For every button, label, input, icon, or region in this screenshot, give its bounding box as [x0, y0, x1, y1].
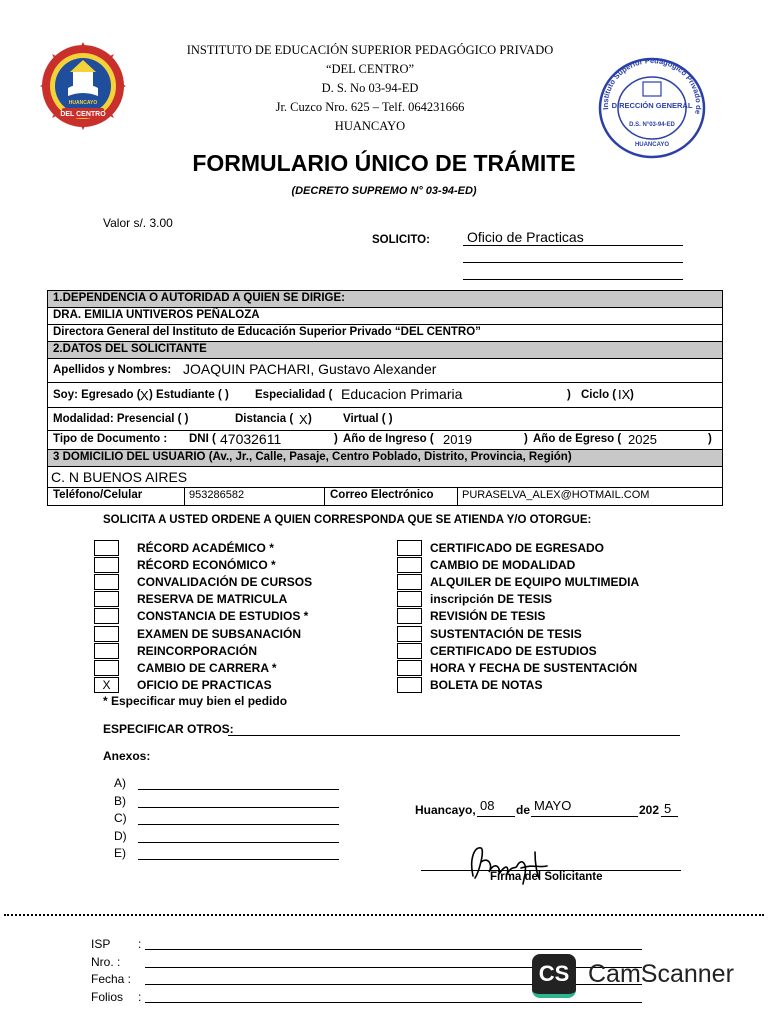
logo-city-text: HUANCAYO — [68, 100, 98, 106]
right-option-label: ALQUILER DE EQUIPO MULTIMEDIA — [430, 575, 640, 590]
anexo-label: B) — [114, 793, 126, 808]
institute-short-name: “DEL CENTRO” — [325, 62, 415, 76]
solicito-value[interactable]: Oficio de Practicas — [467, 229, 584, 245]
phone-value[interactable]: 953286582 — [189, 489, 245, 501]
anexo-label: A) — [114, 776, 126, 790]
section1-header — [48, 291, 722, 308]
anexos-label: Anexos: — [103, 749, 151, 763]
footer-field-line[interactable] — [145, 949, 642, 950]
dni-label: DNI ( — [189, 433, 216, 445]
ciclo-label: Ciclo ( — [581, 389, 617, 401]
logo-ribbon-text: DEL CENTRO — [60, 111, 106, 118]
specify-note: * Especificar muy bien el pedido — [103, 694, 288, 708]
anexo-label: D) — [114, 828, 127, 843]
anexo-label: E) — [114, 846, 126, 861]
solicito-label: SOLICITO: — [372, 234, 430, 246]
institute-address: Jr. Cuzco Nro. 625 – Telf. 064231666 — [275, 100, 465, 114]
footer-field-line[interactable] — [145, 1002, 642, 1003]
right-option-label: REVISIÓN DE TESIS — [430, 609, 546, 624]
dni-value[interactable]: 47032611 — [220, 431, 282, 447]
left-option-checkbox[interactable] — [94, 540, 119, 556]
seal-ring-text: Instituto Superior Pedagógico Privado de — [600, 56, 704, 115]
form-title: FORMULARIO ÚNICO DE TRÁMITE — [192, 150, 576, 176]
date-year-suffix[interactable]: 5 — [664, 801, 672, 816]
right-option-checkbox[interactable] — [397, 608, 422, 624]
signature-label: Firma del Solicitante — [490, 871, 603, 883]
ciclo-close: ) — [630, 389, 634, 401]
fee-value: Valor s/. 3.00 — [103, 216, 173, 230]
especificar-line — [228, 735, 680, 736]
especialidad-value[interactable]: Educacion Primaria — [341, 386, 463, 402]
document-row — [48, 431, 722, 450]
institute-city: HUANCAYO — [334, 119, 406, 133]
authority-title: Directora General del Instituto de Educación Superior Privado “DEL CENTRO” — [53, 326, 481, 338]
seal-ds-text: D.S. N°03-94-ED — [629, 122, 675, 128]
right-option-label: CERTIFICADO DE EGRESADO — [430, 541, 605, 555]
authority-name-row — [48, 308, 722, 325]
right-option-label: CAMBIO DE MODALIDAD — [430, 558, 576, 573]
contact-divider-2 — [324, 488, 325, 505]
egresado-mark[interactable]: X — [140, 388, 149, 403]
section3-header — [48, 450, 722, 467]
ingreso-close: ) — [524, 433, 528, 445]
applicant-name-label: Apellidos y Nombres: — [53, 364, 172, 376]
left-option-label: REINCORPORACIÓN — [137, 643, 258, 658]
anexo-line[interactable] — [138, 789, 339, 790]
footer-field-colon: : — [138, 937, 142, 951]
camscanner-text: CamScanner — [588, 960, 734, 988]
ingreso-value[interactable]: 2019 — [443, 432, 472, 447]
camscanner-badge-text: CS — [538, 961, 570, 986]
applicant-form-table — [47, 290, 723, 506]
solicito-line-3 — [463, 279, 683, 280]
date-city: Huancayo, — [415, 803, 476, 817]
right-option-checkbox[interactable] — [397, 574, 422, 590]
dni-close: ) — [334, 433, 338, 445]
contact-row — [48, 488, 722, 505]
egreso-label: Año de Egreso ( — [533, 433, 622, 445]
right-option-label: BOLETA DE NOTAS — [430, 677, 543, 692]
anexo-line[interactable] — [138, 807, 339, 808]
footer-field-colon: : — [138, 990, 142, 1005]
contact-divider-1 — [184, 488, 185, 505]
left-option-checkbox[interactable] — [94, 643, 119, 659]
left-option-label: CONVALIDACIÓN DE CURSOS — [137, 575, 313, 590]
right-option-label: HORA Y FECHA DE SUSTENTACIÓN — [430, 660, 638, 675]
phone-label: Teléfono/Celular — [53, 489, 143, 501]
footer-field-label: Nro. : — [91, 954, 121, 969]
right-option-checkbox[interactable] — [397, 626, 422, 642]
right-option-label: CERTIFICADO DE ESTUDIOS — [430, 643, 597, 658]
right-option-checkbox[interactable] — [397, 643, 422, 659]
distancia-close: ) — [308, 413, 312, 425]
section2-heading: 2.DATOS DEL SOLICITANTE — [53, 343, 207, 355]
ingreso-label: Año de Ingreso ( — [343, 433, 434, 445]
date-day-line — [477, 816, 515, 817]
applicant-name-value[interactable]: JOAQUIN PACHARI, Gustavo Alexander — [183, 361, 437, 377]
egreso-close: ) — [708, 433, 712, 445]
right-option-label: SUSTENTACIÓN DE TESIS — [430, 626, 582, 641]
modalidad-row — [48, 408, 722, 431]
right-option-checkbox[interactable] — [397, 591, 422, 607]
date-year-prefix: 202 — [639, 803, 660, 817]
right-option-checkbox[interactable] — [397, 540, 422, 556]
distancia-label: Distancia ( — [235, 413, 294, 425]
especificar-label: ESPECIFICAR OTROS: — [103, 722, 234, 736]
tipo-documento-label: Tipo de Documento : — [53, 433, 168, 445]
anexo-line[interactable] — [138, 824, 339, 825]
anexo-line[interactable] — [138, 859, 339, 860]
direction-seal — [597, 56, 707, 160]
address-value[interactable]: C. N BUENOS AIRES — [51, 469, 188, 485]
solicito-line-2 — [463, 262, 683, 263]
applicant-name-row — [48, 359, 722, 383]
left-option-label: RÉCORD ECONÓMICO * — [137, 558, 276, 573]
especialidad-close: ) — [567, 389, 571, 401]
left-option-label: RÉCORD ACADÉMICO * — [137, 541, 274, 555]
left-option-checkbox[interactable] — [94, 557, 119, 573]
status-row — [48, 383, 722, 408]
camscanner-badge — [532, 954, 576, 998]
left-option-label: CONSTANCIA DE ESTUDIOS * — [137, 609, 309, 624]
institute-ds: D. S. No 03-94-ED — [321, 81, 419, 95]
institute-header — [150, 41, 590, 136]
solicito-line-1 — [463, 245, 683, 246]
cut-line — [4, 914, 764, 916]
left-option-label: RESERVA DE MATRICULA — [137, 592, 288, 607]
anexo-line[interactable] — [138, 842, 339, 843]
estudiante-label: ) Estudiante ( ) — [149, 389, 229, 401]
request-heading: SOLICITA A USTED ORDENE A QUIEN CORRESPONDA QUE SE ATIENDA Y/O OTORGUE: — [103, 514, 592, 526]
left-option-checkbox[interactable] — [94, 591, 119, 607]
contact-divider-3 — [457, 488, 458, 505]
left-option-checkbox[interactable] — [94, 574, 119, 590]
camscanner-watermark — [532, 954, 742, 998]
date-day[interactable]: 08 — [480, 798, 495, 813]
distancia-mark[interactable]: X — [299, 412, 308, 427]
authority-title-row — [48, 325, 722, 342]
left-option-label: EXAMEN DE SUBSANACIÓN — [137, 626, 302, 641]
egreso-value[interactable]: 2025 — [628, 432, 657, 447]
ciclo-value[interactable]: IX — [618, 387, 631, 402]
presencial-label: Modalidad: Presencial ( ) — [53, 413, 189, 425]
seal-center-text: DIRECCIÓN GENERAL — [611, 101, 693, 110]
email-label: Correo Electrónico — [330, 489, 434, 501]
right-option-label: inscripción DE TESIS — [430, 592, 553, 607]
date-year-line — [661, 816, 678, 817]
section2-header — [48, 342, 722, 359]
institute-name: INSTITUTO DE EDUCACIÓN SUPERIOR PEDAGÓGICO PRIVADO — [186, 43, 554, 57]
date-month[interactable]: MAYO — [534, 798, 572, 813]
virtual-label: Virtual ( ) — [343, 413, 393, 425]
seal-city-text: HUANCAYO — [634, 142, 670, 148]
footer-field-label: Folios — [91, 990, 124, 1005]
institute-logo — [40, 42, 126, 134]
left-option-label: CAMBIO DE CARRERA * — [137, 660, 277, 675]
especialidad-label: Especialidad ( — [255, 389, 333, 401]
left-option-checkbox[interactable] — [94, 660, 119, 676]
authority-name: DRA. EMILIA UNTIVEROS PEÑALOZA — [53, 309, 260, 321]
egresado-label: Soy: Egresado ( — [53, 389, 141, 401]
right-option-checkbox[interactable] — [397, 677, 422, 693]
address-row — [48, 467, 722, 488]
left-option-label: OFICIO DE PRACTICAS — [137, 677, 272, 692]
email-value[interactable]: PURASELVA_ALEX@HOTMAIL.COM — [462, 489, 650, 501]
date-month-line — [531, 816, 638, 817]
section3-heading: 3 DOMICILIO DEL USUARIO (Av., Jr., Calle, Pasaje, Centro Poblado, Distrito, Provincia, Región) — [53, 451, 572, 463]
date-de: de — [516, 803, 531, 817]
section1-heading: 1.DEPENDENCIA O AUTORIDAD A QUIEN SE DIRIGE: — [53, 292, 346, 304]
form-subtitle: (DECRETO SUPREMO N° 03-94-ED) — [291, 185, 477, 197]
footer-field-label: ISP — [91, 937, 111, 951]
right-option-checkbox[interactable] — [397, 557, 422, 573]
footer-field-label: Fecha : — [91, 972, 132, 987]
right-option-checkbox[interactable] — [397, 660, 422, 676]
anexo-label: C) — [114, 811, 127, 826]
left-option-checkbox[interactable] — [94, 626, 119, 642]
left-option-checkbox[interactable]: X — [94, 677, 119, 693]
left-option-checkbox[interactable] — [94, 608, 119, 624]
